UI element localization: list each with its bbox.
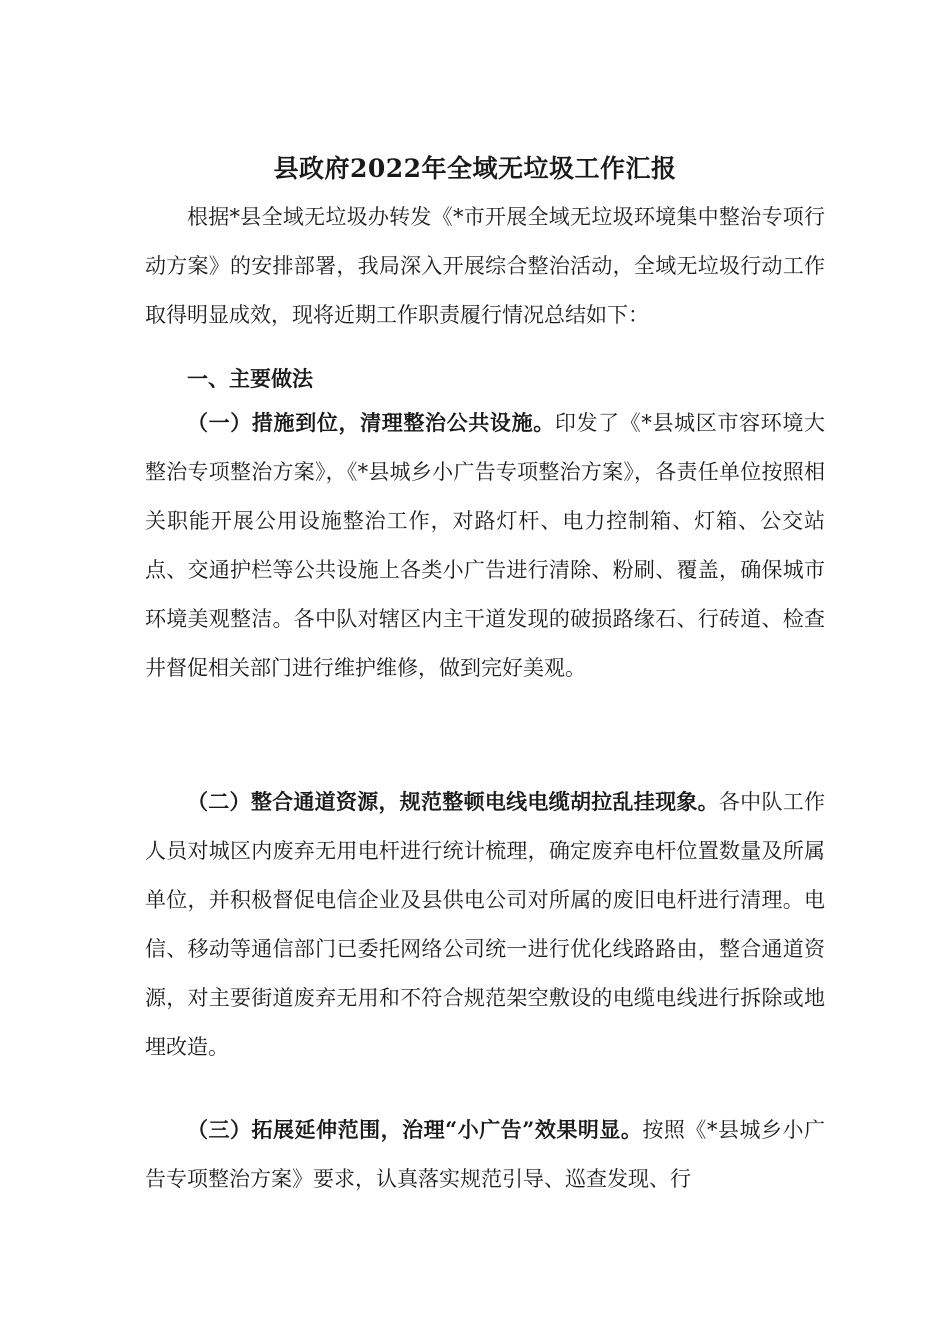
document-title: 县政府2022年全域无垃圾工作汇报: [273, 153, 677, 183]
section-paragraph-1: [145, 398, 825, 693]
section-body-3: 按照《*县城乡小广告专项整治方案》要求，认真落实规范引导、巡查发现、行: [145, 1118, 825, 1191]
intro-paragraph: 根据*县全域无垃圾办转发《*市开展全域无垃圾环境集中整治专项行动方案》的安排部署，我局深入开展综合整治活动，全域无垃圾行动工作取得明显成效，现将近期工作职责履行情况总结如下：: [145, 205, 825, 327]
section-heading: 一、主要做法: [187, 366, 313, 391]
section-paragraph-3: [145, 1105, 825, 1204]
section-body-1: 印发了《*县城区市容环境大整治专项整治方案》，《*县城乡小广告专项整治方案》，各责任单位按照相关职能开展公用设施整治工作，对路灯杆、电力控制箱、灯箱、公交站点、交通护栏等公共设施上各类小广告进行清除、粉刷、覆盖，确保城市环境美观整洁。各中队对辖区内主干道发现的破损路缘石、行砖道、检查井督促相关部门进行维护维修，做到完好美观。: [145, 411, 825, 680]
section-paragraph-2: [145, 777, 825, 1072]
section-lead-3: （三）拓展延伸范围，治理“小广告”效果明显。: [187, 1117, 643, 1142]
section-lead-1: （一）措施到位，清理整治公共设施。: [187, 410, 555, 435]
section-body-2: 各中队工作人员对城区内废弃无用电杆进行统计梳理，确定废弃电杆位置数量及所属单位，并积极督促电信企业及县供电公司对所属的废旧电杆进行清理。电信、移动等通信部门已委托网络公司统一进行优化线路路由，整合通道资源，对主要街道废弃无用和不符合规范架空敷设的电缆电线进行拆除或地埋改造。: [145, 790, 826, 1059]
section-lead-2: （二）整合通道资源，规范整顿电线电缆胡拉乱挂现象。: [187, 789, 719, 814]
